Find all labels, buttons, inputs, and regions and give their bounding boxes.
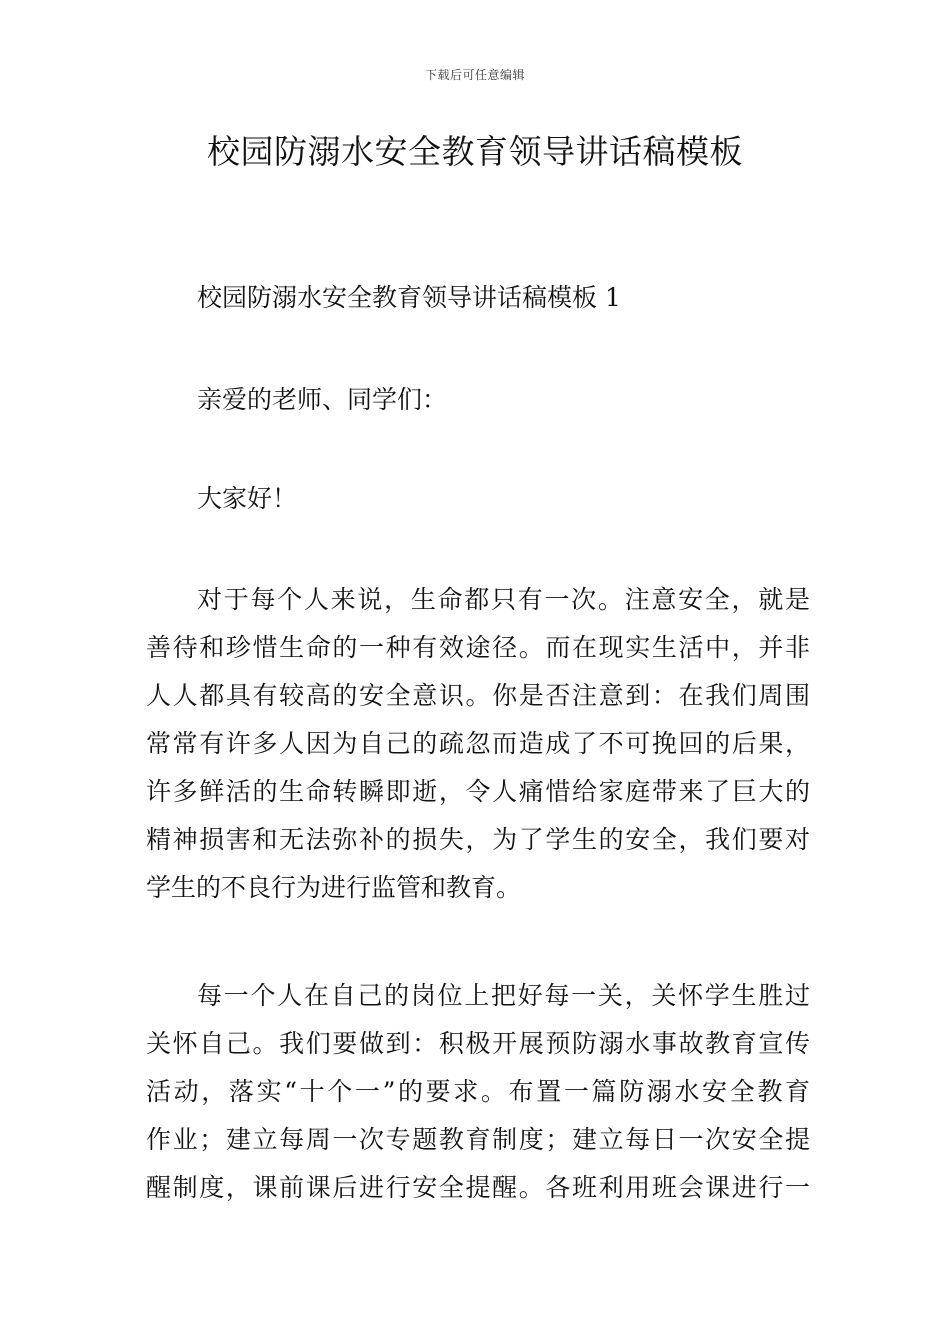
paragraph-2-line: 关怀自己。我们要做到：积极开展预防溺水事故教育宣传 — [146, 1029, 810, 1058]
paragraph-1-line: 学生的不良行为进行监管和教育。 — [146, 873, 522, 902]
hello-line: 大家好！ — [197, 484, 298, 513]
greeting: 亲爱的老师、同学们： — [197, 385, 448, 414]
section-subtitle: 校园防溺水安全教育领导讲话稿模板 1 — [197, 283, 621, 312]
document-title: 校园防溺水安全教育领导讲话稿模板 — [207, 132, 743, 171]
paragraph-1 — [146, 576, 810, 912]
paragraph-1-line: 常常有许多人因为自己的疏忽而造成了不可挽回的后果， — [146, 729, 810, 758]
paragraph-1-line: 人人都具有较高的安全意识。你是否注意到：在我们周围 — [146, 681, 810, 710]
paragraph-1-line: 精神损害和无法弥补的损失，为了学生的安全，我们要对 — [146, 825, 810, 854]
paragraph-2 — [146, 972, 810, 1212]
paragraph-2-line: 作业；建立每周一次专题教育制度；建立每日一次安全提 — [146, 1125, 810, 1154]
paragraph-2-line: 醒制度，课前课后进行安全提醒。各班利用班会课进行一 — [146, 1173, 810, 1202]
paragraph-1-line: 对于每个人来说，生命都只有一次。注意安全，就是 — [197, 585, 810, 614]
paragraph-1-line: 许多鲜活的生命转瞬即逝，令人痛惜给家庭带来了巨大的 — [146, 777, 810, 806]
paragraph-2-line: 活动，落实“十个一”的要求。布置一篇防溺水安全教育 — [146, 1077, 810, 1106]
paragraph-2-line: 每一个人在自己的岗位上把好每一关，关怀学生胜过 — [197, 981, 810, 1010]
header-note: 下载后可任意编辑 — [424, 68, 525, 82]
paragraph-1-line: 善待和珍惜生命的一种有效途径。而在现实生活中，并非 — [146, 633, 810, 662]
